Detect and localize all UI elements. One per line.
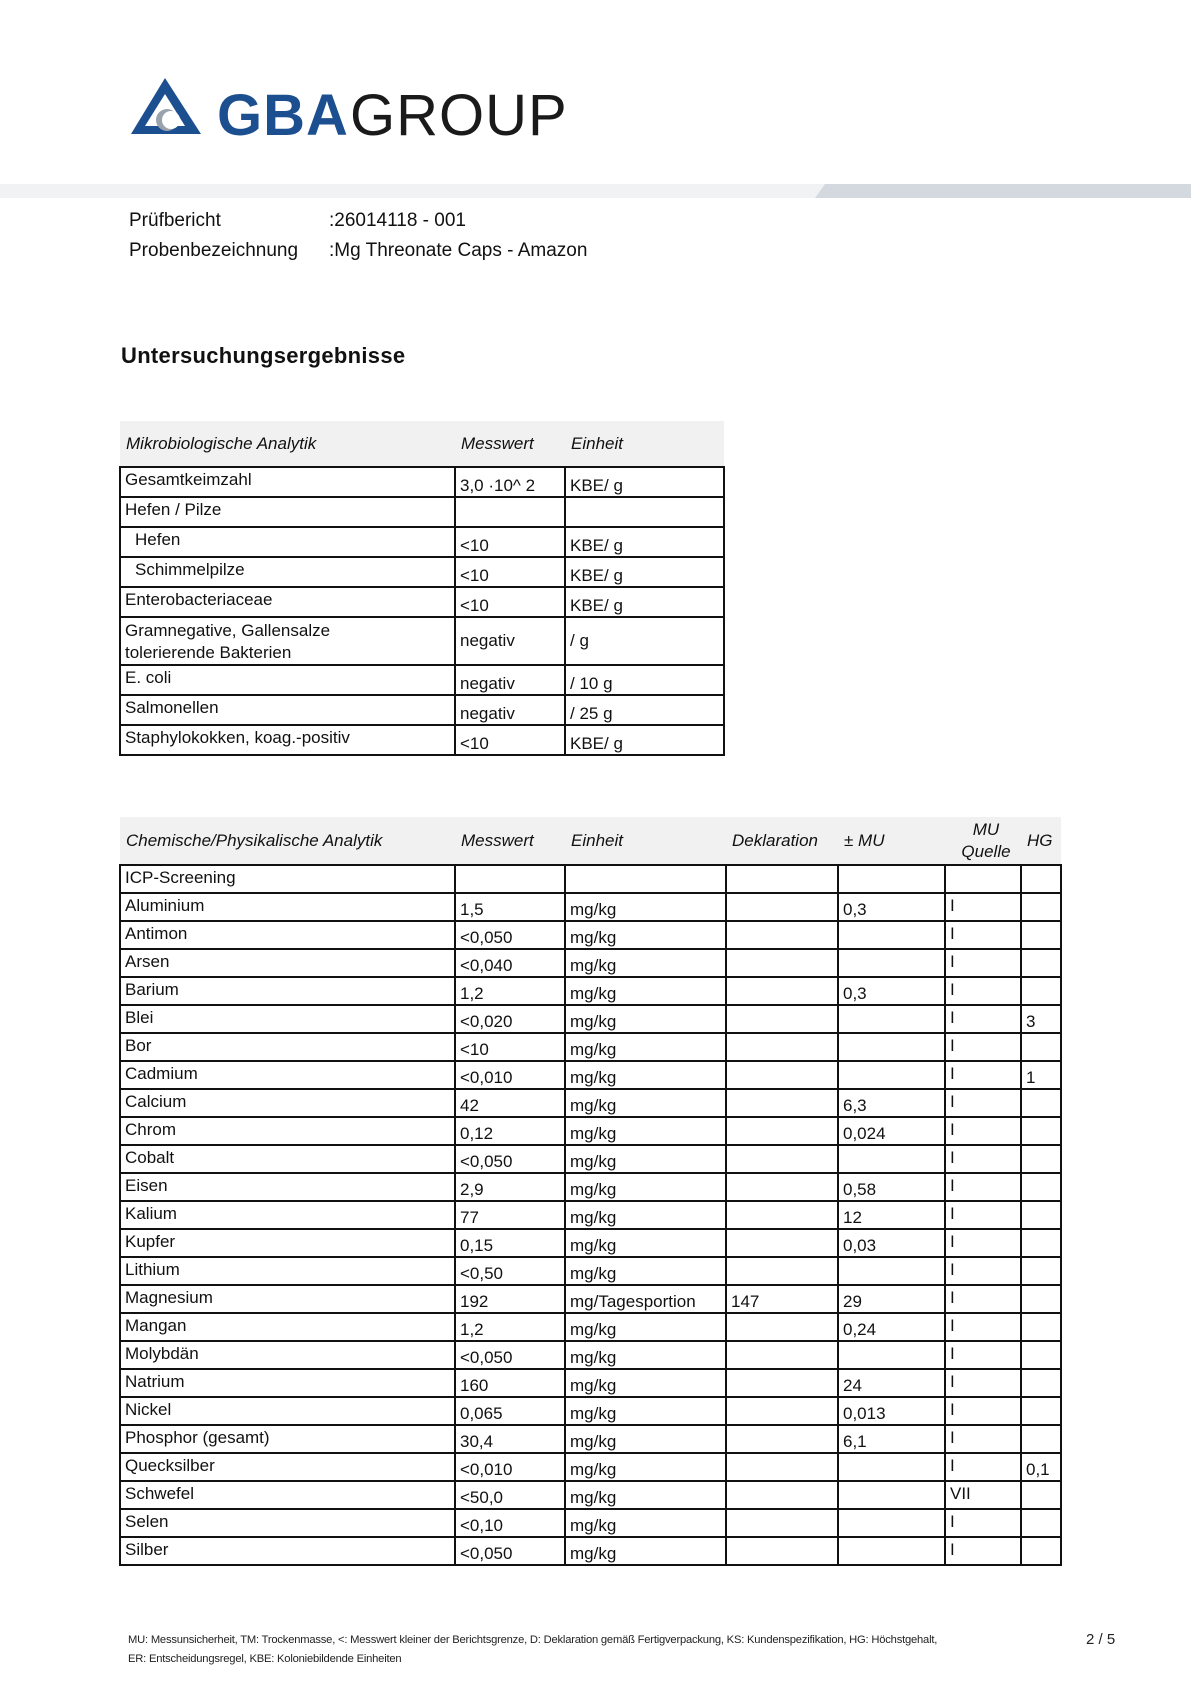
- declaration: [726, 1173, 838, 1201]
- measured-value: <0,010: [455, 1453, 565, 1481]
- table-row: [120, 1033, 1061, 1061]
- sample-name: :Mg Threonate Caps - Amazon: [329, 240, 588, 261]
- measured-value: <0,040: [455, 949, 565, 977]
- mu-source: I: [945, 1509, 1021, 1537]
- mu-value: [838, 1341, 945, 1369]
- unit: mg/kg: [565, 1117, 726, 1145]
- analyte-name: Blei: [120, 1005, 455, 1033]
- measured-value: 3,0 ·10^ 2: [455, 467, 565, 497]
- table-row: [120, 1481, 1061, 1509]
- mu-source: I: [945, 1005, 1021, 1033]
- mu-header-line2: Quelle: [961, 841, 1011, 861]
- measured-value: 1,5: [455, 893, 565, 921]
- analyte-name: Quecksilber: [120, 1453, 455, 1481]
- mu-source: I: [945, 1033, 1021, 1061]
- table-row: [120, 1173, 1061, 1201]
- unit: mg/kg: [565, 1145, 726, 1173]
- measured-value: <10: [455, 725, 565, 755]
- table-row: [120, 1201, 1061, 1229]
- unit: mg/kg: [565, 1369, 726, 1397]
- declaration: [726, 865, 838, 893]
- header-divider-accent: [815, 184, 1191, 198]
- unit: / g: [565, 617, 724, 665]
- max-level: [1021, 865, 1061, 893]
- table-row: [120, 1229, 1061, 1257]
- measured-value: negativ: [455, 617, 565, 665]
- mu-source: I: [945, 1145, 1021, 1173]
- col-header: Messwert: [455, 421, 565, 467]
- mu-header-line1: MU: [972, 819, 1000, 839]
- unit: mg/kg: [565, 1257, 726, 1285]
- table-row: [120, 921, 1061, 949]
- mu-source: I: [945, 977, 1021, 1005]
- declaration: [726, 1257, 838, 1285]
- declaration: [726, 1341, 838, 1369]
- analyte-name: Aluminium: [120, 893, 455, 921]
- unit: mg/Tagesportion: [565, 1285, 726, 1313]
- max-level: [1021, 1173, 1061, 1201]
- col-header: Einheit: [565, 817, 726, 865]
- measured-value: <10: [455, 1033, 565, 1061]
- max-level: [1021, 977, 1061, 1005]
- measured-value: <50,0: [455, 1481, 565, 1509]
- mu-source: I: [945, 1313, 1021, 1341]
- declaration: [726, 1537, 838, 1565]
- unit: mg/kg: [565, 921, 726, 949]
- mu-source: I: [945, 1537, 1021, 1565]
- analyte-name: Kupfer: [120, 1229, 455, 1257]
- mu-value: 0,3: [838, 977, 945, 1005]
- declaration: [726, 893, 838, 921]
- analyte-name: Mangan: [120, 1313, 455, 1341]
- report-label: Prüfbericht: [129, 210, 221, 231]
- table-row: [120, 1285, 1061, 1313]
- measured-value: [455, 497, 565, 527]
- mu-value: 6,1: [838, 1425, 945, 1453]
- unit: mg/kg: [565, 1061, 726, 1089]
- table-row: [120, 1537, 1061, 1565]
- measured-value: 0,15: [455, 1229, 565, 1257]
- col-header: Mikrobiologische Analytik: [120, 421, 455, 467]
- measured-value: <0,10: [455, 1509, 565, 1537]
- table-row: [120, 1257, 1061, 1285]
- unit: mg/kg: [565, 949, 726, 977]
- mu-source: I: [945, 949, 1021, 977]
- unit: mg/kg: [565, 1089, 726, 1117]
- max-level: [1021, 1033, 1061, 1061]
- analyte-name: E. coli: [120, 665, 455, 695]
- table-row: [120, 527, 724, 557]
- unit: mg/kg: [565, 893, 726, 921]
- unit: mg/kg: [565, 1313, 726, 1341]
- table-header: [120, 421, 724, 467]
- analyte-name: Selen: [120, 1509, 455, 1537]
- declaration: [726, 1089, 838, 1117]
- unit: mg/kg: [565, 1509, 726, 1537]
- unit: KBE/ g: [565, 557, 724, 587]
- analyte-name: Molybdän: [120, 1341, 455, 1369]
- mu-source: I: [945, 1229, 1021, 1257]
- mu-source: I: [945, 1341, 1021, 1369]
- max-level: [1021, 1257, 1061, 1285]
- mu-source: I: [945, 921, 1021, 949]
- measured-value: [455, 865, 565, 893]
- analyte-name: Salmonellen: [120, 695, 455, 725]
- measured-value: <0,020: [455, 1005, 565, 1033]
- logo-text-gba: GBA: [217, 83, 349, 148]
- declaration: [726, 1313, 838, 1341]
- table-row: [120, 497, 724, 527]
- mu-value: [838, 1537, 945, 1565]
- mu-value: 12: [838, 1201, 945, 1229]
- footnote-line: MU: Messunsicherheit, TM: Trockenmasse, <: Messwert kleiner der Berichtsgrenze, D: Deklaration gemäß Fertigverpackung, KS: Kundenspezifikation, HG: Höchstgehalt,: [128, 1634, 938, 1646]
- table-row: [120, 1005, 1061, 1033]
- unit: mg/kg: [565, 1173, 726, 1201]
- analyte-name: Cadmium: [120, 1061, 455, 1089]
- analyte-name: Silber: [120, 1537, 455, 1565]
- analyte-name: Barium: [120, 977, 455, 1005]
- gba-group-logo: [131, 76, 568, 148]
- page-number: 2 / 5: [1086, 1631, 1116, 1648]
- col-header: Chemische/Physikalische Analytik: [120, 817, 455, 865]
- max-level: [1021, 1145, 1061, 1173]
- mu-value: [838, 921, 945, 949]
- max-level: [1021, 1481, 1061, 1509]
- max-level: 1: [1021, 1061, 1061, 1089]
- analyte-name: Antimon: [120, 921, 455, 949]
- mu-source: VII: [945, 1481, 1021, 1509]
- declaration: [726, 1229, 838, 1257]
- unit: mg/kg: [565, 1453, 726, 1481]
- declaration: [726, 1453, 838, 1481]
- declaration: [726, 921, 838, 949]
- col-header-mu-source: [945, 817, 1021, 865]
- mu-value: [838, 1145, 945, 1173]
- measured-value: <0,050: [455, 1145, 565, 1173]
- analyte-name: Bor: [120, 1033, 455, 1061]
- report-number: :26014118 - 001: [329, 210, 466, 231]
- analyte-name: [120, 617, 455, 665]
- table-row: [120, 695, 724, 725]
- declaration: [726, 1117, 838, 1145]
- measured-value: negativ: [455, 695, 565, 725]
- max-level: [1021, 1117, 1061, 1145]
- max-level: [1021, 1509, 1061, 1537]
- measured-value: 42: [455, 1089, 565, 1117]
- unit: mg/kg: [565, 1033, 726, 1061]
- mu-value: 0,024: [838, 1117, 945, 1145]
- declaration: [726, 1033, 838, 1061]
- analyte-name: Kalium: [120, 1201, 455, 1229]
- analyte-name: Eisen: [120, 1173, 455, 1201]
- declaration: [726, 1005, 838, 1033]
- analyte-name: ICP-Screening: [120, 865, 455, 893]
- sample-label: Probenbezeichnung: [129, 240, 299, 261]
- measured-value: 192: [455, 1285, 565, 1313]
- measured-value: 0,12: [455, 1117, 565, 1145]
- unit: mg/kg: [565, 1201, 726, 1229]
- mu-value: 0,013: [838, 1397, 945, 1425]
- col-header: ± MU: [838, 817, 945, 865]
- analyte-name: Phosphor (gesamt): [120, 1425, 455, 1453]
- unit: KBE/ g: [565, 725, 724, 755]
- table-row: [120, 865, 1061, 893]
- measured-value: 77: [455, 1201, 565, 1229]
- measured-value: <10: [455, 587, 565, 617]
- mu-source: [945, 865, 1021, 893]
- max-level: 3: [1021, 1005, 1061, 1033]
- measured-value: <10: [455, 527, 565, 557]
- footnote-line: ER: Entscheidungsregel, KBE: Koloniebildende Einheiten: [128, 1653, 402, 1665]
- mu-value: [838, 1481, 945, 1509]
- analyte-name: Staphylokokken, koag.-positiv: [120, 725, 455, 755]
- mu-source: I: [945, 1397, 1021, 1425]
- unit: [565, 497, 724, 527]
- unit: mg/kg: [565, 1397, 726, 1425]
- analyte-name: Nickel: [120, 1397, 455, 1425]
- unit: mg/kg: [565, 1229, 726, 1257]
- mu-source: I: [945, 1173, 1021, 1201]
- analyte-name-line2: tolerierende Bakterien: [125, 643, 292, 662]
- max-level: [1021, 1285, 1061, 1313]
- section-title: Untersuchungsergebnisse: [121, 343, 406, 368]
- declaration: [726, 1145, 838, 1173]
- declaration: [726, 1369, 838, 1397]
- mu-value: 6,3: [838, 1089, 945, 1117]
- mu-source: I: [945, 1425, 1021, 1453]
- table-row: [120, 1145, 1061, 1173]
- mu-source: I: [945, 1117, 1021, 1145]
- mu-value: [838, 1257, 945, 1285]
- analyte-name: Gesamtkeimzahl: [120, 467, 455, 497]
- mu-value: 0,24: [838, 1313, 945, 1341]
- measured-value: 160: [455, 1369, 565, 1397]
- unit: / 25 g: [565, 695, 724, 725]
- analyte-name: Enterobacteriaceae: [120, 587, 455, 617]
- measured-value: <0,050: [455, 1341, 565, 1369]
- mu-source: I: [945, 1369, 1021, 1397]
- measured-value: <0,050: [455, 1537, 565, 1565]
- mu-source: I: [945, 1257, 1021, 1285]
- table-row: [120, 557, 724, 587]
- mu-source: I: [945, 1089, 1021, 1117]
- max-level: [1021, 1341, 1061, 1369]
- microbiology-table: [119, 421, 725, 756]
- mu-value: 0,03: [838, 1229, 945, 1257]
- mu-value: [838, 949, 945, 977]
- mu-source: I: [945, 1201, 1021, 1229]
- declaration: [726, 1397, 838, 1425]
- measured-value: <10: [455, 557, 565, 587]
- analyte-name: Natrium: [120, 1369, 455, 1397]
- unit: KBE/ g: [565, 467, 724, 497]
- measured-value: 2,9: [455, 1173, 565, 1201]
- mu-source: I: [945, 1285, 1021, 1313]
- col-header: Messwert: [455, 817, 565, 865]
- table-row: [120, 1453, 1061, 1481]
- table-row: [120, 617, 724, 665]
- max-level: [1021, 1425, 1061, 1453]
- measured-value: 1,2: [455, 1313, 565, 1341]
- unit: / 10 g: [565, 665, 724, 695]
- table-row: [120, 665, 724, 695]
- logo-text-group: GROUP: [350, 83, 568, 148]
- analyte-name: Chrom: [120, 1117, 455, 1145]
- analyte-name: Cobalt: [120, 1145, 455, 1173]
- declaration: [726, 977, 838, 1005]
- declaration: [726, 1061, 838, 1089]
- max-level: [1021, 1369, 1061, 1397]
- analyte-name: Schimmelpilze: [120, 557, 455, 587]
- col-header: Deklaration: [726, 817, 838, 865]
- table-row: [120, 725, 724, 755]
- max-level: [1021, 1089, 1061, 1117]
- max-level: [1021, 1313, 1061, 1341]
- measured-value: 30,4: [455, 1425, 565, 1453]
- table-row: [120, 1341, 1061, 1369]
- analyte-name: Hefen: [120, 527, 455, 557]
- unit: mg/kg: [565, 977, 726, 1005]
- analyte-name: Lithium: [120, 1257, 455, 1285]
- unit: mg/kg: [565, 1481, 726, 1509]
- max-level: 0,1: [1021, 1453, 1061, 1481]
- mu-value: [838, 865, 945, 893]
- analyte-name: Calcium: [120, 1089, 455, 1117]
- mu-value: 0,3: [838, 893, 945, 921]
- analyte-name: Magnesium: [120, 1285, 455, 1313]
- mu-source: I: [945, 1061, 1021, 1089]
- mu-value: [838, 1509, 945, 1537]
- mu-value: [838, 1453, 945, 1481]
- mu-value: 24: [838, 1369, 945, 1397]
- analyte-name: Schwefel: [120, 1481, 455, 1509]
- table-row: [120, 587, 724, 617]
- analyte-name-line1: Gramnegative, Gallensalze: [125, 621, 331, 640]
- table-row: [120, 977, 1061, 1005]
- declaration: [726, 1509, 838, 1537]
- max-level: [1021, 893, 1061, 921]
- analyte-name: Hefen / Pilze: [120, 497, 455, 527]
- mu-value: 29: [838, 1285, 945, 1313]
- declaration: [726, 1201, 838, 1229]
- table-row: [120, 1369, 1061, 1397]
- measured-value: 1,2: [455, 977, 565, 1005]
- table-row: [120, 1117, 1061, 1145]
- footnote: [128, 1631, 1008, 1669]
- mu-value: [838, 1005, 945, 1033]
- col-header: HG: [1021, 817, 1061, 865]
- unit: [565, 865, 726, 893]
- table-row: [120, 893, 1061, 921]
- declaration: [726, 1425, 838, 1453]
- max-level: [1021, 1201, 1061, 1229]
- max-level: [1021, 1229, 1061, 1257]
- col-header: Einheit: [565, 421, 724, 467]
- table-row: [120, 1089, 1061, 1117]
- analyte-name: Arsen: [120, 949, 455, 977]
- max-level: [1021, 1397, 1061, 1425]
- mu-value: 0,58: [838, 1173, 945, 1201]
- unit: mg/kg: [565, 1537, 726, 1565]
- unit: mg/kg: [565, 1005, 726, 1033]
- table-row: [120, 949, 1061, 977]
- measured-value: 0,065: [455, 1397, 565, 1425]
- declaration: [726, 1481, 838, 1509]
- max-level: [1021, 1537, 1061, 1565]
- table-row: [120, 1397, 1061, 1425]
- unit: KBE/ g: [565, 587, 724, 617]
- max-level: [1021, 949, 1061, 977]
- measured-value: <0,010: [455, 1061, 565, 1089]
- unit: mg/kg: [565, 1425, 726, 1453]
- mu-value: [838, 1061, 945, 1089]
- max-level: [1021, 921, 1061, 949]
- table-row: [120, 1509, 1061, 1537]
- table-row: [120, 1425, 1061, 1453]
- chemistry-table-body: [120, 865, 1061, 1565]
- declaration: 147: [726, 1285, 838, 1313]
- unit: mg/kg: [565, 1341, 726, 1369]
- table-header: [120, 817, 1061, 865]
- measured-value: negativ: [455, 665, 565, 695]
- table-row: [120, 1061, 1061, 1089]
- table-row: [120, 1313, 1061, 1341]
- logo-mark-icon: [131, 76, 205, 138]
- measured-value: <0,050: [455, 921, 565, 949]
- declaration: [726, 949, 838, 977]
- mu-value: [838, 1033, 945, 1061]
- chemistry-table: [119, 817, 1062, 1566]
- mu-source: I: [945, 1453, 1021, 1481]
- measured-value: <0,50: [455, 1257, 565, 1285]
- table-row: [120, 467, 724, 497]
- mu-source: I: [945, 893, 1021, 921]
- unit: KBE/ g: [565, 527, 724, 557]
